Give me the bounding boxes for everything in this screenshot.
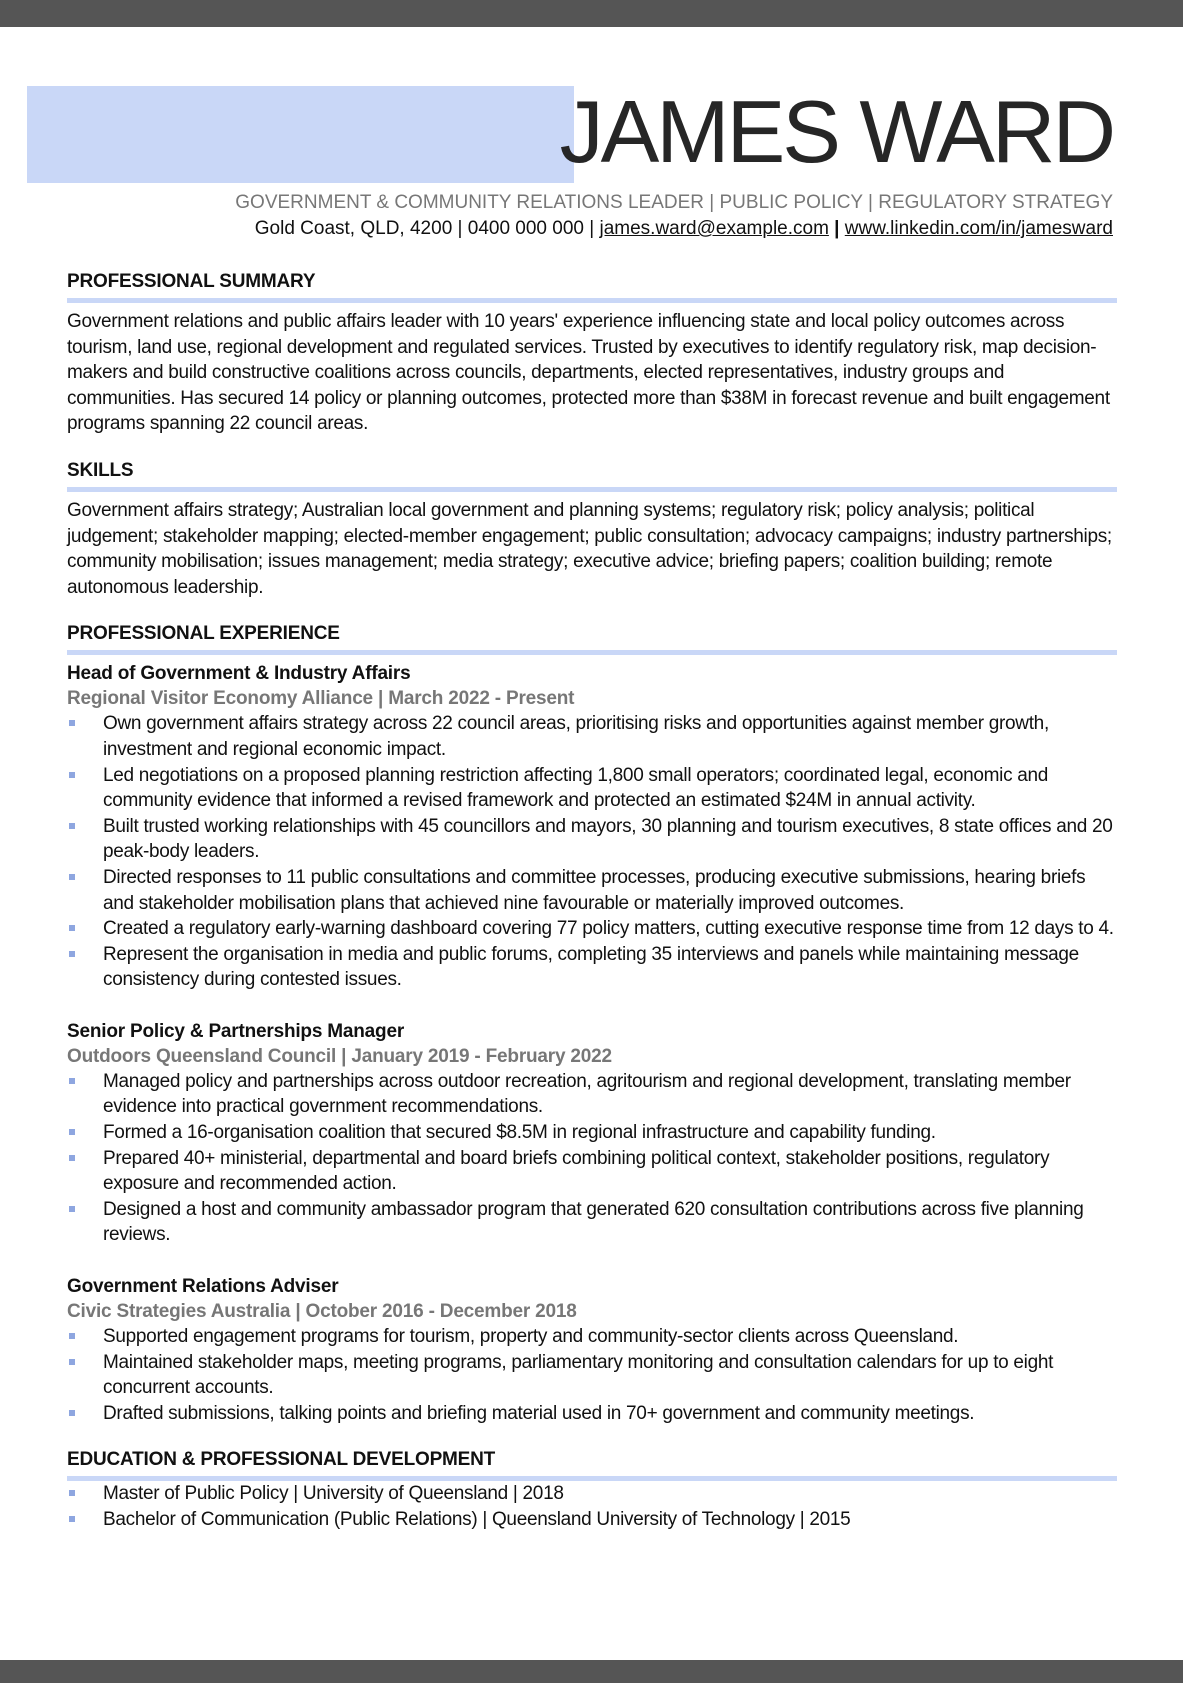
experience-section <box>67 622 1117 1426</box>
linkedin-link[interactable]: www.linkedin.com/in/jamesward <box>844 218 1113 239</box>
job-organisation-dates: Regional Visitor Economy Alliance | March 2022 - Present <box>67 688 575 710</box>
list-item <box>67 1197 1117 1248</box>
square-bullet-icon <box>69 1359 75 1365</box>
bullet-text: Represent the organisation in media and public forums, completing 35 interviews and panels while maintaining message consistency during contested issues. <box>103 943 1079 991</box>
bullet-text: Maintained stakeholder maps, meeting programs, parliamentary monitoring and consultation calendars for up to eight concurrent accounts. <box>103 1351 1054 1399</box>
summary-section <box>67 270 1117 437</box>
job-achievements <box>67 711 1117 993</box>
list-item <box>67 1507 1117 1533</box>
bullet-text: Managed policy and partnerships across outdoor recreation, agritourism and regional development, translating member evidence into practical government recommendations. <box>103 1070 1071 1118</box>
name-accent-block <box>27 86 574 183</box>
job-entry <box>67 1274 1117 1426</box>
bottom-frame-bar <box>0 1660 1183 1683</box>
square-bullet-icon <box>69 874 75 880</box>
list-item <box>67 1069 1117 1120</box>
job-entry <box>67 1019 1117 1248</box>
list-item <box>67 1120 1117 1146</box>
education-list <box>67 1481 1117 1532</box>
square-bullet-icon <box>69 772 75 778</box>
bullet-text: Led negotiations on a proposed planning restriction affecting 1,800 small operators; coordinated legal, economic and community evidence that informed a revised framework and protected an estimated $24M in annual activity. <box>103 764 1049 812</box>
job-title: Government Relations Adviser <box>67 1276 339 1298</box>
list-item <box>67 1481 1117 1507</box>
candidate-name: JAMES WARD <box>559 82 1113 181</box>
list-item <box>67 1350 1117 1401</box>
education-heading: EDUCATION & PROFESSIONAL DEVELOPMENT <box>67 1448 1117 1481</box>
square-bullet-icon <box>69 1333 75 1339</box>
experience-heading: PROFESSIONAL EXPERIENCE <box>67 622 1117 655</box>
list-item <box>67 711 1117 762</box>
list-item <box>67 763 1117 814</box>
bullet-text: Directed responses to 11 public consultations and committee processes, producing executive submissions, hearing briefs and stakeholder mobilisation plans that achieved nine favourable or materially improved outcomes. <box>103 866 1086 914</box>
job-organisation-dates: Civic Strategies Australia | October 2016 - December 2018 <box>67 1301 577 1323</box>
job-achievements <box>67 1324 1117 1426</box>
square-bullet-icon <box>69 951 75 957</box>
bullet-text: Designed a host and community ambassador program that generated 620 consultation contributions across five planning reviews. <box>103 1198 1084 1246</box>
bullet-text: Formed a 16-organisation coalition that secured $8.5M in regional infrastructure and capability funding. <box>103 1122 936 1144</box>
list-item <box>67 916 1117 942</box>
bullet-text: Created a regulatory early-warning dashboard covering 77 policy matters, cutting executive response time from 12 days to 4. <box>103 918 1114 940</box>
bullet-text: Drafted submissions, talking points and briefing material used in 70+ government and community meetings. <box>103 1402 975 1424</box>
top-frame-bar <box>0 0 1183 27</box>
headline-tagline: GOVERNMENT & COMMUNITY RELATIONS LEADER | PUBLIC POLICY | REGULATORY STRATEGY <box>235 192 1113 213</box>
square-bullet-icon <box>69 1410 75 1416</box>
education-entry: Master of Public Policy | University of Queensland | 2018 <box>103 1483 564 1505</box>
email-link[interactable]: james.ward@example.com <box>599 218 829 239</box>
location-phone: Gold Coast, QLD, 4200 | 0400 000 000 | <box>254 218 600 239</box>
square-bullet-icon <box>69 1516 75 1522</box>
list-item <box>67 942 1117 993</box>
square-bullet-icon <box>69 1490 75 1496</box>
list-item <box>67 865 1117 916</box>
list-item <box>67 1324 1117 1350</box>
education-entry: Bachelor of Communication (Public Relations) | Queensland University of Technology | 2015 <box>103 1509 851 1530</box>
square-bullet-icon <box>69 1155 75 1161</box>
list-item <box>67 1401 1117 1427</box>
square-bullet-icon <box>69 1206 75 1212</box>
job-entry <box>67 661 1117 993</box>
list-item <box>67 1146 1117 1197</box>
list-item <box>67 814 1117 865</box>
contact-line <box>255 218 1113 240</box>
skills-text: Government affairs strategy; Australian local government and planning systems; regulatory risk; policy analysis; political judgement; stakeholder mapping; elected-member engagement; public consultation; advocacy campaigns; industry partnerships; community mobilisation; issues management; media strategy; executive advice; briefing papers; coalition building; remote autonomous leadership. <box>67 499 1112 598</box>
square-bullet-icon <box>69 1078 75 1084</box>
square-bullet-icon <box>69 1129 75 1135</box>
education-section <box>67 1448 1117 1532</box>
job-organisation-dates: Outdoors Queensland Council | January 2019 - February 2022 <box>67 1045 612 1067</box>
square-bullet-icon <box>69 720 75 726</box>
job-title: Head of Government & Industry Affairs <box>67 663 411 685</box>
skills-heading: SKILLS <box>67 459 1117 492</box>
skills-section <box>67 459 1117 600</box>
square-bullet-icon <box>69 925 75 931</box>
job-achievements <box>67 1069 1117 1248</box>
bullet-text: Built trusted working relationships with 45 councillors and mayors, 30 planning and tourism executives, 8 state offices and 20 peak-body leaders. <box>103 815 1113 863</box>
resume-body <box>67 270 1117 1555</box>
square-bullet-icon <box>69 823 75 829</box>
job-title: Senior Policy & Partnerships Manager <box>67 1020 405 1042</box>
bullet-text: Supported engagement programs for tourism, property and community-sector clients across Queensland. <box>103 1326 959 1348</box>
bullet-text: Own government affairs strategy across 22 council areas, prioritising risks and opportunities against member growth, investment and regional economic impact. <box>103 713 1049 760</box>
summary-heading: PROFESSIONAL SUMMARY <box>67 270 1117 303</box>
bullet-text: Prepared 40+ ministerial, departmental and board briefs combining political context, stakeholder positions, regulatory exposure and recommended action. <box>103 1147 1050 1195</box>
contact-separator: | <box>828 218 845 239</box>
summary-text: Government relations and public affairs leader with 10 years' experience influencing state and local policy outcomes across tourism, land use, regional development and regulated services. Trusted by executives to identify regulatory risk, map decision-makers and build constructive coalitions across councils, departments, elected representatives, industry groups and communities. Has secured 14 policy or planning outcomes, protected more than $38M in forecast revenue and built engagement programs spanning 22 council areas. <box>67 311 1110 435</box>
